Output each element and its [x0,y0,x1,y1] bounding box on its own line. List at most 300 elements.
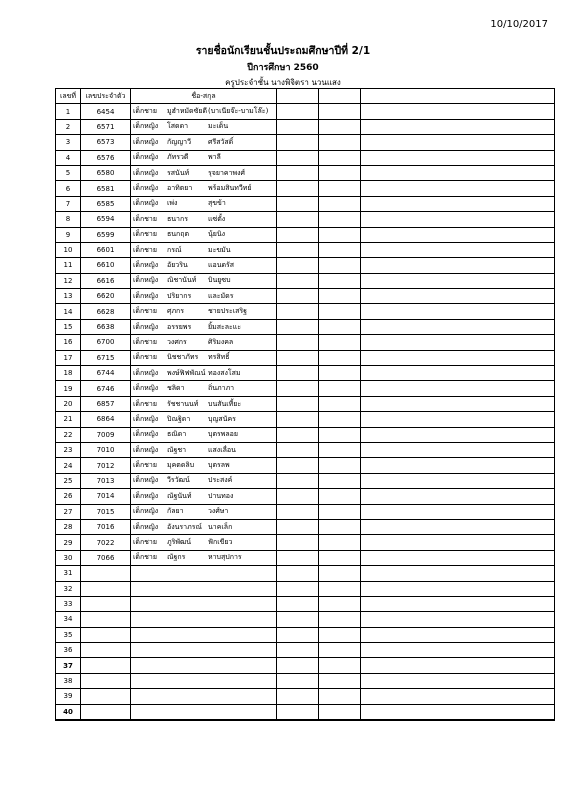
last-name: ทรสิทธิ์ [208,353,230,362]
last-name: นาคเล็ก [208,522,233,531]
table-row [56,273,555,288]
blank-cell [277,581,319,596]
first-name: ชลิดา [167,384,185,393]
row-number: 15 [56,319,81,334]
row-number: 39 [56,689,81,704]
first-name: กัญญาวี [167,137,192,146]
table-row [56,489,555,504]
student-id: 6700 [81,335,131,350]
student-id [81,658,131,673]
student-name [131,458,277,473]
row-number: 30 [56,550,81,565]
row-number: 35 [56,627,81,642]
student-id: 6573 [81,135,131,150]
blank-cell [319,242,361,257]
blank-cell [361,258,555,273]
row-number: 40 [56,704,81,720]
student-name [131,273,277,288]
blank-cell [361,535,555,550]
row-number: 11 [56,258,81,273]
blank-cell [277,704,319,720]
blank-cell [319,689,361,704]
student-name [131,227,277,242]
student-id: 6601 [81,242,131,257]
blank-cell [319,135,361,150]
last-name: บนสันเที้ยะ [208,399,242,408]
table-row [56,596,555,611]
first-name: มูฮำหมัดซัยดี [167,107,207,116]
row-number: 24 [56,458,81,473]
row-number: 37 [56,658,81,673]
blank-cell [361,135,555,150]
blank-cell [277,212,319,227]
first-name: รัชชานนท์ [167,399,199,408]
student-id: 6454 [81,104,131,119]
blank-cell [277,319,319,334]
table-row [56,412,555,427]
blank-cell [361,658,555,673]
table-row [56,258,555,273]
student-name [131,319,277,334]
page-title: รายชื่อนักเรียนชั้นประถมศึกษาปีที่ 2/1 [195,45,371,57]
last-name: ถิ่นภาภา [208,384,235,393]
student-id [81,596,131,611]
row-number: 36 [56,643,81,658]
row-number: 38 [56,673,81,688]
name-prefix: เด็กชาย [133,399,157,408]
blank-cell [361,504,555,519]
student-name [131,335,277,350]
table-row [56,119,555,134]
blank-cell [319,519,361,534]
last-name: บุตรพลอย [208,430,238,439]
last-name: ยิ้มสะละแะ [208,322,242,331]
blank-cell [361,150,555,165]
blank-cell [319,258,361,273]
table-row [56,643,555,658]
name-prefix: เด็กชาย [133,538,157,547]
first-name: กัลยา [167,507,184,516]
blank-cell [361,581,555,596]
last-name: บุตรลพ [208,461,230,470]
row-number: 32 [56,581,81,596]
blank-cell [319,704,361,720]
student-name [131,704,277,720]
table-row [56,196,555,211]
last-name: รุจยาคาพงศ์ [208,168,245,177]
first-name: อาทิตยา [167,184,193,193]
row-number: 14 [56,304,81,319]
blank-cell [277,181,319,196]
blank-cell [361,396,555,411]
first-name: วีรวัฒน์ [167,476,190,485]
student-id [81,566,131,581]
last-name: ฟักเขียว [208,538,233,547]
last-name: แสงเลื่อน [208,445,236,454]
last-name: (บาเนียจ๊ะ-บามโล๊ะ) [208,107,269,116]
blank-cell [361,350,555,365]
blank-cell [277,535,319,550]
blank-cell [277,196,319,211]
blank-cell [319,581,361,596]
student-id: 6571 [81,119,131,134]
table-row [56,473,555,488]
first-name: กรณ์ [167,245,182,254]
blank-cell [319,119,361,134]
blank-cell [319,104,361,119]
name-prefix: เด็กหญิง [133,276,159,285]
blank-cell [277,119,319,134]
last-name: มะขมัน [208,245,231,254]
name-prefix: เด็กชาย [133,230,157,239]
table-row [56,104,555,119]
student-id: 6638 [81,319,131,334]
table-row [56,704,555,720]
first-name: อรรยพร [167,322,192,331]
student-id: 7015 [81,504,131,519]
table-row [56,350,555,365]
name-prefix: เด็กหญิง [133,522,159,531]
table-row [56,135,555,150]
last-name: นุ้ยนิง [208,230,226,239]
blank-cell [361,227,555,242]
student-name [131,581,277,596]
name-prefix: เด็กหญิง [133,476,159,485]
blank-cell [361,442,555,457]
blank-cell [319,427,361,442]
name-prefix: เด็กหญิง [133,507,159,516]
first-name: เพ่ง [167,199,178,208]
blank-cell [319,319,361,334]
last-name: หาบสุปการ [208,553,242,562]
student-id: 7016 [81,519,131,534]
student-id: 6594 [81,212,131,227]
blank-cell [319,627,361,642]
row-number: 20 [56,396,81,411]
blank-cell [319,412,361,427]
first-name: ธนากร [167,214,188,223]
blank-cell [277,289,319,304]
blank-cell [361,458,555,473]
blank-cell [277,489,319,504]
blank-cell [277,458,319,473]
first-name: วงศกร [167,337,187,346]
blank-cell [277,612,319,627]
student-name [131,304,277,319]
table-row [56,289,555,304]
blank-cell [277,673,319,688]
first-name: ณัฐชา [167,445,187,454]
blank-cell [319,673,361,688]
first-name: ปิณฐิดา [167,414,191,423]
blank-cell [361,596,555,611]
blank-cell [277,566,319,581]
row-number: 13 [56,289,81,304]
blank-cell [319,658,361,673]
student-name [131,612,277,627]
last-name: ชายประเสริฐ [208,307,248,316]
header-blank-2 [319,89,361,104]
student-name [131,366,277,381]
last-name: ศิริมงคล [208,337,234,346]
student-id [81,689,131,704]
student-name [131,381,277,396]
table-row [56,181,555,196]
row-number: 33 [56,596,81,611]
student-id: 6576 [81,150,131,165]
first-name: ศุภกร [167,307,185,316]
first-name: ณัฐกร [167,553,186,562]
header-student-id: เลขประจำตัว [81,89,131,104]
student-name [131,658,277,673]
student-name [131,442,277,457]
blank-cell [277,412,319,427]
blank-cell [319,335,361,350]
blank-cell [319,289,361,304]
blank-cell [277,596,319,611]
row-number: 8 [56,212,81,227]
student-id [81,581,131,596]
blank-cell [277,350,319,365]
blank-cell [319,612,361,627]
last-name: และมัดร [208,291,234,300]
student-id: 6616 [81,273,131,288]
first-name: อังนราภรณ์ [167,522,202,531]
header-blank-3 [361,89,555,104]
table-row [56,304,555,319]
name-prefix: เด็กหญิง [133,184,159,193]
header-number: เลขที่ [56,89,81,104]
row-number: 9 [56,227,81,242]
row-number: 34 [56,612,81,627]
table-row [56,366,555,381]
student-name [131,643,277,658]
blank-cell [319,473,361,488]
last-name: มะเด็น [208,122,229,131]
blank-cell [319,535,361,550]
blank-cell [361,289,555,304]
table-row [56,689,555,704]
name-prefix: เด็กชาย [133,214,157,223]
blank-cell [319,504,361,519]
name-prefix: เด็กหญิง [133,445,159,454]
table-row [56,504,555,519]
header-blank-1 [277,89,319,104]
blank-cell [361,165,555,180]
first-name: ภัทรวดี [167,153,189,162]
table-row [56,165,555,180]
blank-cell [361,196,555,211]
blank-cell [319,381,361,396]
student-name [131,181,277,196]
blank-cell [361,242,555,257]
last-name: ประสงค์ [208,476,233,485]
student-name [131,566,277,581]
blank-cell [319,566,361,581]
blank-cell [319,165,361,180]
row-number: 31 [56,566,81,581]
name-prefix: เด็กหญิง [133,153,159,162]
student-name [131,104,277,119]
blank-cell [277,442,319,457]
student-id: 7014 [81,489,131,504]
student-id: 6628 [81,304,131,319]
blank-cell [361,335,555,350]
blank-cell [361,566,555,581]
blank-cell [277,381,319,396]
blank-cell [319,396,361,411]
student-id: 6857 [81,396,131,411]
table-row [56,658,555,673]
blank-cell [319,366,361,381]
last-name: แอนดรัส [208,260,235,269]
blank-cell [361,673,555,688]
student-name [131,504,277,519]
row-number: 16 [56,335,81,350]
student-name [131,196,277,211]
blank-cell [277,504,319,519]
row-number: 7 [56,196,81,211]
student-id: 6585 [81,196,131,211]
last-name: พร้อมสินทวีทย์ [208,184,252,193]
table-row [56,212,555,227]
name-prefix: เด็กชาย [133,553,157,562]
table-row [56,458,555,473]
row-number: 17 [56,350,81,365]
row-number: 27 [56,504,81,519]
row-number: 28 [56,519,81,534]
table-row [56,550,555,565]
blank-cell [277,304,319,319]
table-row [56,535,555,550]
row-number: 4 [56,150,81,165]
blank-cell [361,412,555,427]
student-name [131,689,277,704]
student-name [131,350,277,365]
blank-cell [277,242,319,257]
student-id [81,643,131,658]
blank-cell [277,689,319,704]
blank-cell [361,489,555,504]
last-name: วงศ์ษา [208,507,229,516]
blank-cell [277,273,319,288]
blank-cell [361,704,555,720]
student-name [131,427,277,442]
blank-cell [361,212,555,227]
blank-cell [277,258,319,273]
academic-year: ปีการศึกษา 2560 [247,63,319,73]
blank-cell [361,319,555,334]
student-id: 6620 [81,289,131,304]
blank-cell [319,150,361,165]
student-name [131,535,277,550]
last-name: สุขข้า [208,199,226,208]
blank-cell [319,181,361,196]
name-prefix: เด็กหญิง [133,260,159,269]
name-prefix: เด็กหญิง [133,430,159,439]
blank-cell [277,550,319,565]
first-name: ณิชานันท์ [167,276,197,285]
row-number: 10 [56,242,81,257]
table-row [56,227,555,242]
student-name [131,150,277,165]
row-number: 25 [56,473,81,488]
blank-cell [361,643,555,658]
last-name: พาลี [208,153,221,162]
blank-cell [277,658,319,673]
student-id [81,627,131,642]
blank-cell [361,273,555,288]
student-id: 7013 [81,473,131,488]
table-row [56,242,555,257]
name-prefix: เด็กชาย [133,337,157,346]
student-name [131,673,277,688]
blank-cell [319,596,361,611]
last-name: แซ่ตั้ง [208,214,226,223]
row-number: 6 [56,181,81,196]
table-row [56,381,555,396]
blank-cell [361,612,555,627]
row-number: 29 [56,535,81,550]
student-name [131,242,277,257]
student-id: 7066 [81,550,131,565]
first-name: พงษ์ฟิฟพัณน์ [167,368,206,377]
student-id: 7009 [81,427,131,442]
student-name [131,550,277,565]
blank-cell [361,473,555,488]
name-prefix: เด็กหญิง [133,199,159,208]
table-header-row [56,89,555,104]
blank-cell [277,135,319,150]
blank-cell [277,366,319,381]
blank-cell [319,442,361,457]
first-name: ณัฐนันท์ [167,491,192,500]
student-roster-table [55,88,555,721]
table-row [56,335,555,350]
name-prefix: เด็กชาย [133,245,157,254]
first-name: ภูริพัฒน์ [167,538,192,547]
blank-cell [319,227,361,242]
student-id [81,673,131,688]
first-name: รสนันท์ [167,168,190,177]
table-row [56,442,555,457]
first-name: โสดดา [167,122,189,131]
student-id: 7012 [81,458,131,473]
student-name [131,289,277,304]
student-id: 6715 [81,350,131,365]
blank-cell [319,350,361,365]
first-name: ปริยากร [167,291,192,300]
blank-cell [361,550,555,565]
row-number: 5 [56,165,81,180]
table-row [56,150,555,165]
blank-cell [361,104,555,119]
name-prefix: เด็กหญิง [133,137,159,146]
student-id: 6744 [81,366,131,381]
student-id: 6581 [81,181,131,196]
blank-cell [361,304,555,319]
table-row [56,612,555,627]
student-name [131,165,277,180]
blank-cell [319,212,361,227]
name-prefix: เด็กชาย [133,461,157,470]
name-prefix: เด็กหญิง [133,322,159,331]
name-prefix: เด็กหญิง [133,414,159,423]
blank-cell [277,227,319,242]
blank-cell [277,643,319,658]
student-name [131,519,277,534]
name-prefix: เด็กชาย [133,353,157,362]
